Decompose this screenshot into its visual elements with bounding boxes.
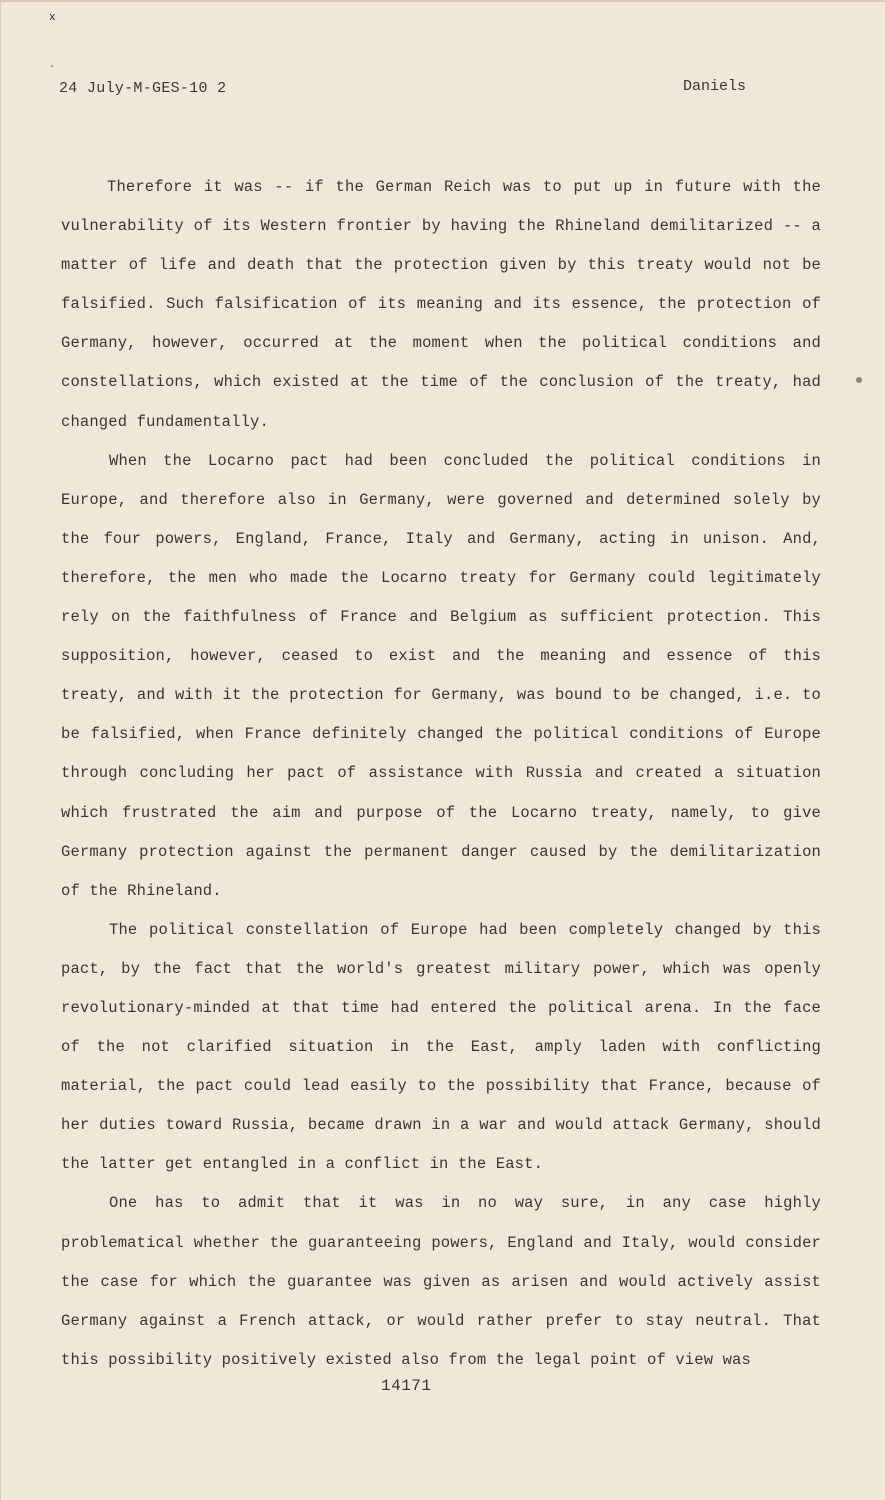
paragraph-3: The political constellation of Europe had been completely changed by this pact, by the fact that the world's greatest military power, which was openly revolutionary-minded at that time had entered the political arena. In the face of the not clarified situation in the East, amply laden with conflicting material, the pact could lead easily to the possibility that France, because of her duties toward Russia, became drawn in a war and would attack Germany, should the latter get entangled in a conflict in the East.: [61, 920, 821, 1174]
margin-tick: -: [49, 62, 56, 73]
page-number: 14171: [381, 1377, 432, 1395]
speaker-name: Daniels: [683, 78, 747, 95]
document-reference: 24 July-M-GES-10 2: [59, 80, 227, 97]
transcript-body: [61, 168, 821, 1380]
corner-mark: x: [49, 12, 56, 24]
paragraph-1: Therefore it was -- if the German Reich was to put up in future with the vulnerability of its Western frontier by having the Rhineland demilitarized -- a matter of life and death that the protection given by this treaty would not be falsified. Such falsification of its meaning and its essence, the protection of Germany, however, occurred at the moment when the political conditions and constellations, which existed at the time of the conclusion of the treaty, had changed fundamentally.: [61, 178, 821, 431]
paragraph-4: One has to admit that it was in no way sure, in any case highly problematical whether the guaranteeing powers, England and Italy, would consider the case for which the guarantee was given as arisen and would actively assist Germany against a French attack, or would rather prefer to stay neutral. That this possibility positively existed also from the legal point of view was: [61, 1194, 821, 1369]
paragraph-2: When the Locarno pact had been concluded the political conditions in Europe, and therefore also in Germany, were governed and determined solely by the four powers, England, France, Italy and Germany, acting in unison. And, therefore, the men who made the Locarno treaty for Germany could legitimately rely on the faithfulness of France and Belgium as sufficient protection. This supposition, however, ceased to exist and the meaning and essence of this treaty, and with it the protection for Germany, was bound to be changed, i.e. to be falsified, when France definitely changed the political conditions of Europe through concluding her pact of assistance with Russia and created a situation which frustrated the aim and purpose of the Locarno treaty, namely, to give Germany protection against the permanent danger caused by the demilitarization of the Rhineland.: [61, 451, 821, 900]
punch-hole: [856, 377, 862, 383]
